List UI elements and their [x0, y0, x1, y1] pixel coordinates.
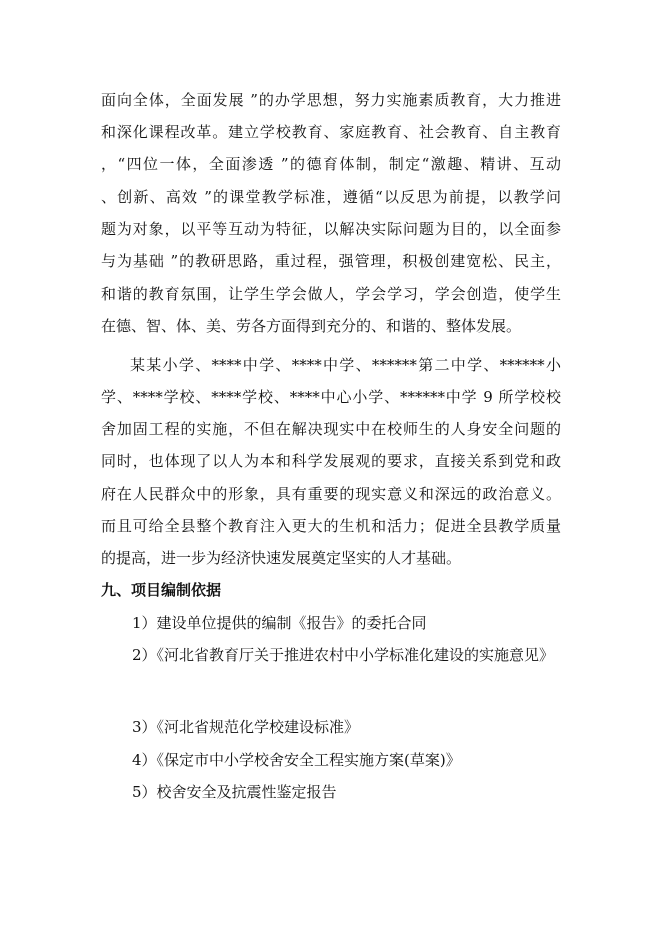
paragraph-line: 和谐的教育氛围，让学生学会做人，学会学习，学会创造，使学生 — [101, 285, 561, 303]
paragraph-line: 舍加固工程的实施，不但在解决现实中在校师生的人身安全问题的 — [101, 420, 561, 438]
paragraph-line: 和深化课程改革。建立学校教育、家庭教育、社会教育、自主教育 — [101, 123, 561, 141]
paragraph-line: 与为基础 ”的教研思路，重过程，强管理，积极创建宽松、民主， — [101, 252, 561, 270]
basis-item: 3）《河北省规范化学校建设标准》 — [132, 718, 360, 736]
basis-item: 2）《河北省教育厅关于推进农村中小学标准化建设的实施意见》 — [132, 646, 555, 664]
paragraph-line: ，“四位一体，全面渗透 ”的德育体制，制定“激趣、精讲、互动 — [101, 155, 561, 173]
paragraph-line: 在德、智、体、美、劳各方面得到充分的、和谐的、整体发展。 — [101, 317, 522, 335]
paragraph-line: 的提高，进一步为经济快速发展奠定坚实的人才基础。 — [101, 549, 462, 567]
paragraph-line: 学、****学校、****学校、****中心小学、******中学 9 所学校校 — [101, 388, 561, 406]
paragraph-line: 府在人民群众中的形象，具有重要的现实意义和深远的政治意义。 — [101, 485, 561, 503]
paragraph-line: 、创新、高效 ”的课堂教学标准，遵循“以反思为前提，以教学问 — [101, 188, 561, 206]
section-heading: 九、项目编制依据 — [101, 581, 222, 599]
basis-item: 4）《保定市中小学校舍安全工程实施方案(草案)》 — [132, 751, 461, 769]
paragraph-line: 题为对象，以平等互动为特征，以解决实际问题为目的，以全面参 — [101, 220, 561, 238]
paragraph-line: 同时，也体现了以人为本和科学发展观的要求，直接关系到党和政 — [101, 452, 561, 470]
paragraph-line: 某某小学、****中学、****中学、******第二中学、******小 — [130, 356, 561, 374]
basis-item: 1）建设单位提供的编制《报告》的委托合同 — [132, 614, 427, 632]
paragraph-line: 面向全体，全面发展 ”的办学思想，努力实施素质教育，大力推进 — [101, 91, 561, 109]
paragraph-line: 而且可给全县整个教育注入更大的生机和活力；促进全县教学质量 — [101, 517, 561, 535]
basis-item: 5）校舍安全及抗震性鉴定报告 — [132, 783, 337, 801]
